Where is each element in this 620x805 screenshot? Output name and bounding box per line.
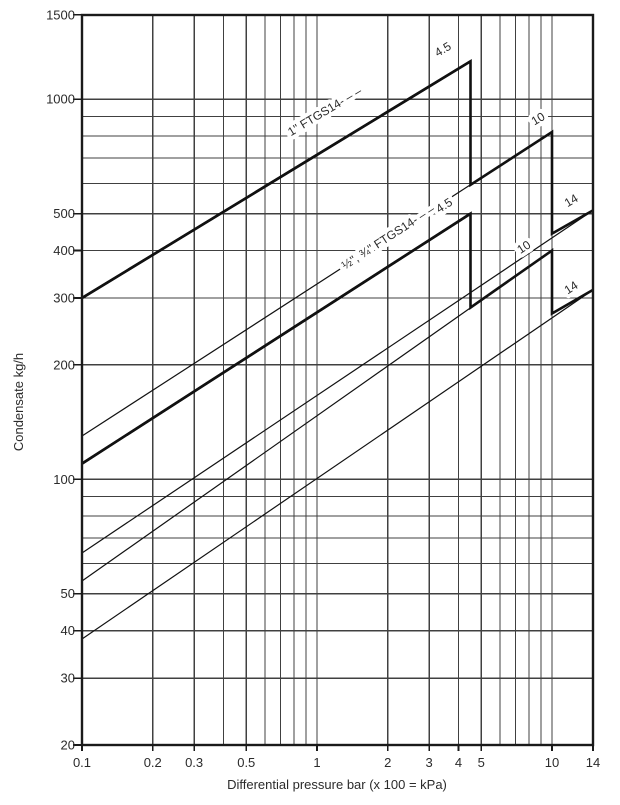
tick-labels-layer (46, 7, 600, 770)
y-tick-label: 400 (53, 242, 75, 258)
line-label: 10 (514, 237, 534, 257)
line-labels-layer (285, 39, 581, 297)
capacity-line (82, 290, 593, 639)
x-tick-label: 1 (313, 755, 321, 770)
plot-border (82, 15, 593, 745)
y-tick-label: 100 (53, 471, 75, 487)
line-label: 14 (561, 278, 581, 298)
x-tick-label: 0.1 (72, 755, 92, 770)
line-label: 4.5 (433, 195, 455, 216)
x-tick-label: 3 (425, 755, 433, 770)
x-axis-title: Differential pressure bar (x 100 = kPa) (227, 777, 447, 792)
line-label: 14 (561, 191, 581, 211)
x-tick-label: 2 (384, 755, 392, 770)
grid-layer (82, 15, 593, 745)
y-tick-label: 50 (60, 586, 75, 602)
line-label: ½", ¾" FTGS14- – – (339, 201, 438, 273)
x-tick-label: 0.3 (185, 755, 204, 770)
line-label: 4.5 (432, 39, 454, 60)
line-label: 10 (528, 109, 548, 129)
y-tick-label: 500 (53, 206, 75, 222)
y-axis-title: Condensate kg/h (11, 352, 26, 452)
x-tick-label: 4 (454, 755, 463, 770)
series-layer (82, 61, 593, 639)
x-tick-label: 0.2 (143, 755, 162, 770)
y-tick-label: 20 (60, 737, 75, 753)
line-label: 1" FTGS14- – – (285, 83, 365, 139)
y-tick-label: 1500 (46, 7, 75, 23)
capacity-line (82, 210, 593, 553)
y-tick-label: 1000 (46, 91, 75, 107)
y-tick-label: 300 (53, 290, 75, 306)
y-tick-label: 40 (60, 623, 75, 639)
x-tick-label: 0.5 (237, 755, 256, 770)
y-tick-label: 30 (60, 670, 75, 686)
x-tick-label: 5 (477, 755, 485, 770)
ticks-layer (73, 15, 593, 751)
x-tick-label: 14 (585, 755, 601, 770)
x-tick-label: 10 (544, 755, 560, 770)
y-tick-label: 200 (53, 357, 75, 373)
